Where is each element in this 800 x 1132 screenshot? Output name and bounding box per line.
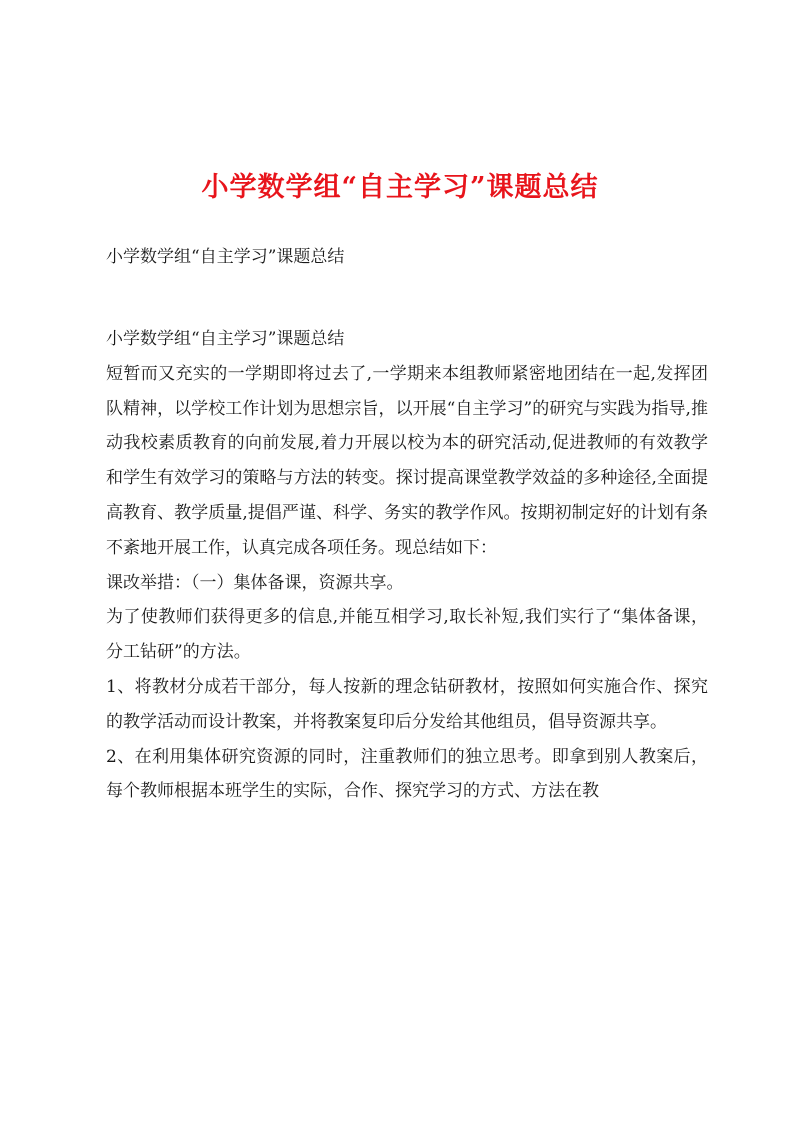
paragraph-intro: 短暂而又充实的一学期即将过去了,一学期来本组教师紧密地团结在一起,发挥团队精神，以学校工作计划为思想宗旨，以开展“自主学习”的研究与实践为指导,推动我校素质教育的向前发展,着力开展以校为本的研究活动,促进教师的有效教学和学生有效学习的策略与方法的转变。探讨提高课堂教学效益的多种途径,全面提高教育、教学质量,提倡严谨、科学、务实的教学作风。按期初制定好的计划有条不紊地开展工作，认真完成各项任务。现总结如下： [106,363,708,558]
paragraph-item-2: 2、在利用集体研究资源的同时，注重教师们的独立思考。即拿到别人教案后，每个教师根据本班学生的实际，合作、探究学习的方式、方法在教 [106,746,708,802]
paragraph-item-1: 1、将教材分成若干部分，每人按新的理念钻研教材，按照如何实施合作、探究的教学活动而设计教案，并将教案复印后分发给其他组员，倡导资源共享。 [106,676,708,732]
document-body [106,322,708,809]
document-title: 小学数学组“自主学习”课题总结 [201,172,599,203]
paragraph-collective-prep: 为了使教师们获得更多的信息,并能互相学习,取长补短,我们实行了“集体备课，分工钻研”的方法。 [106,607,708,663]
paragraph-measures: 课改举措：（一）集体备课，资源共享。 [106,572,404,593]
document-subtitle: 小学数学组“自主学习”课题总结 [106,247,345,267]
paragraph-heading: 小学数学组“自主学习”课题总结 [106,329,345,349]
